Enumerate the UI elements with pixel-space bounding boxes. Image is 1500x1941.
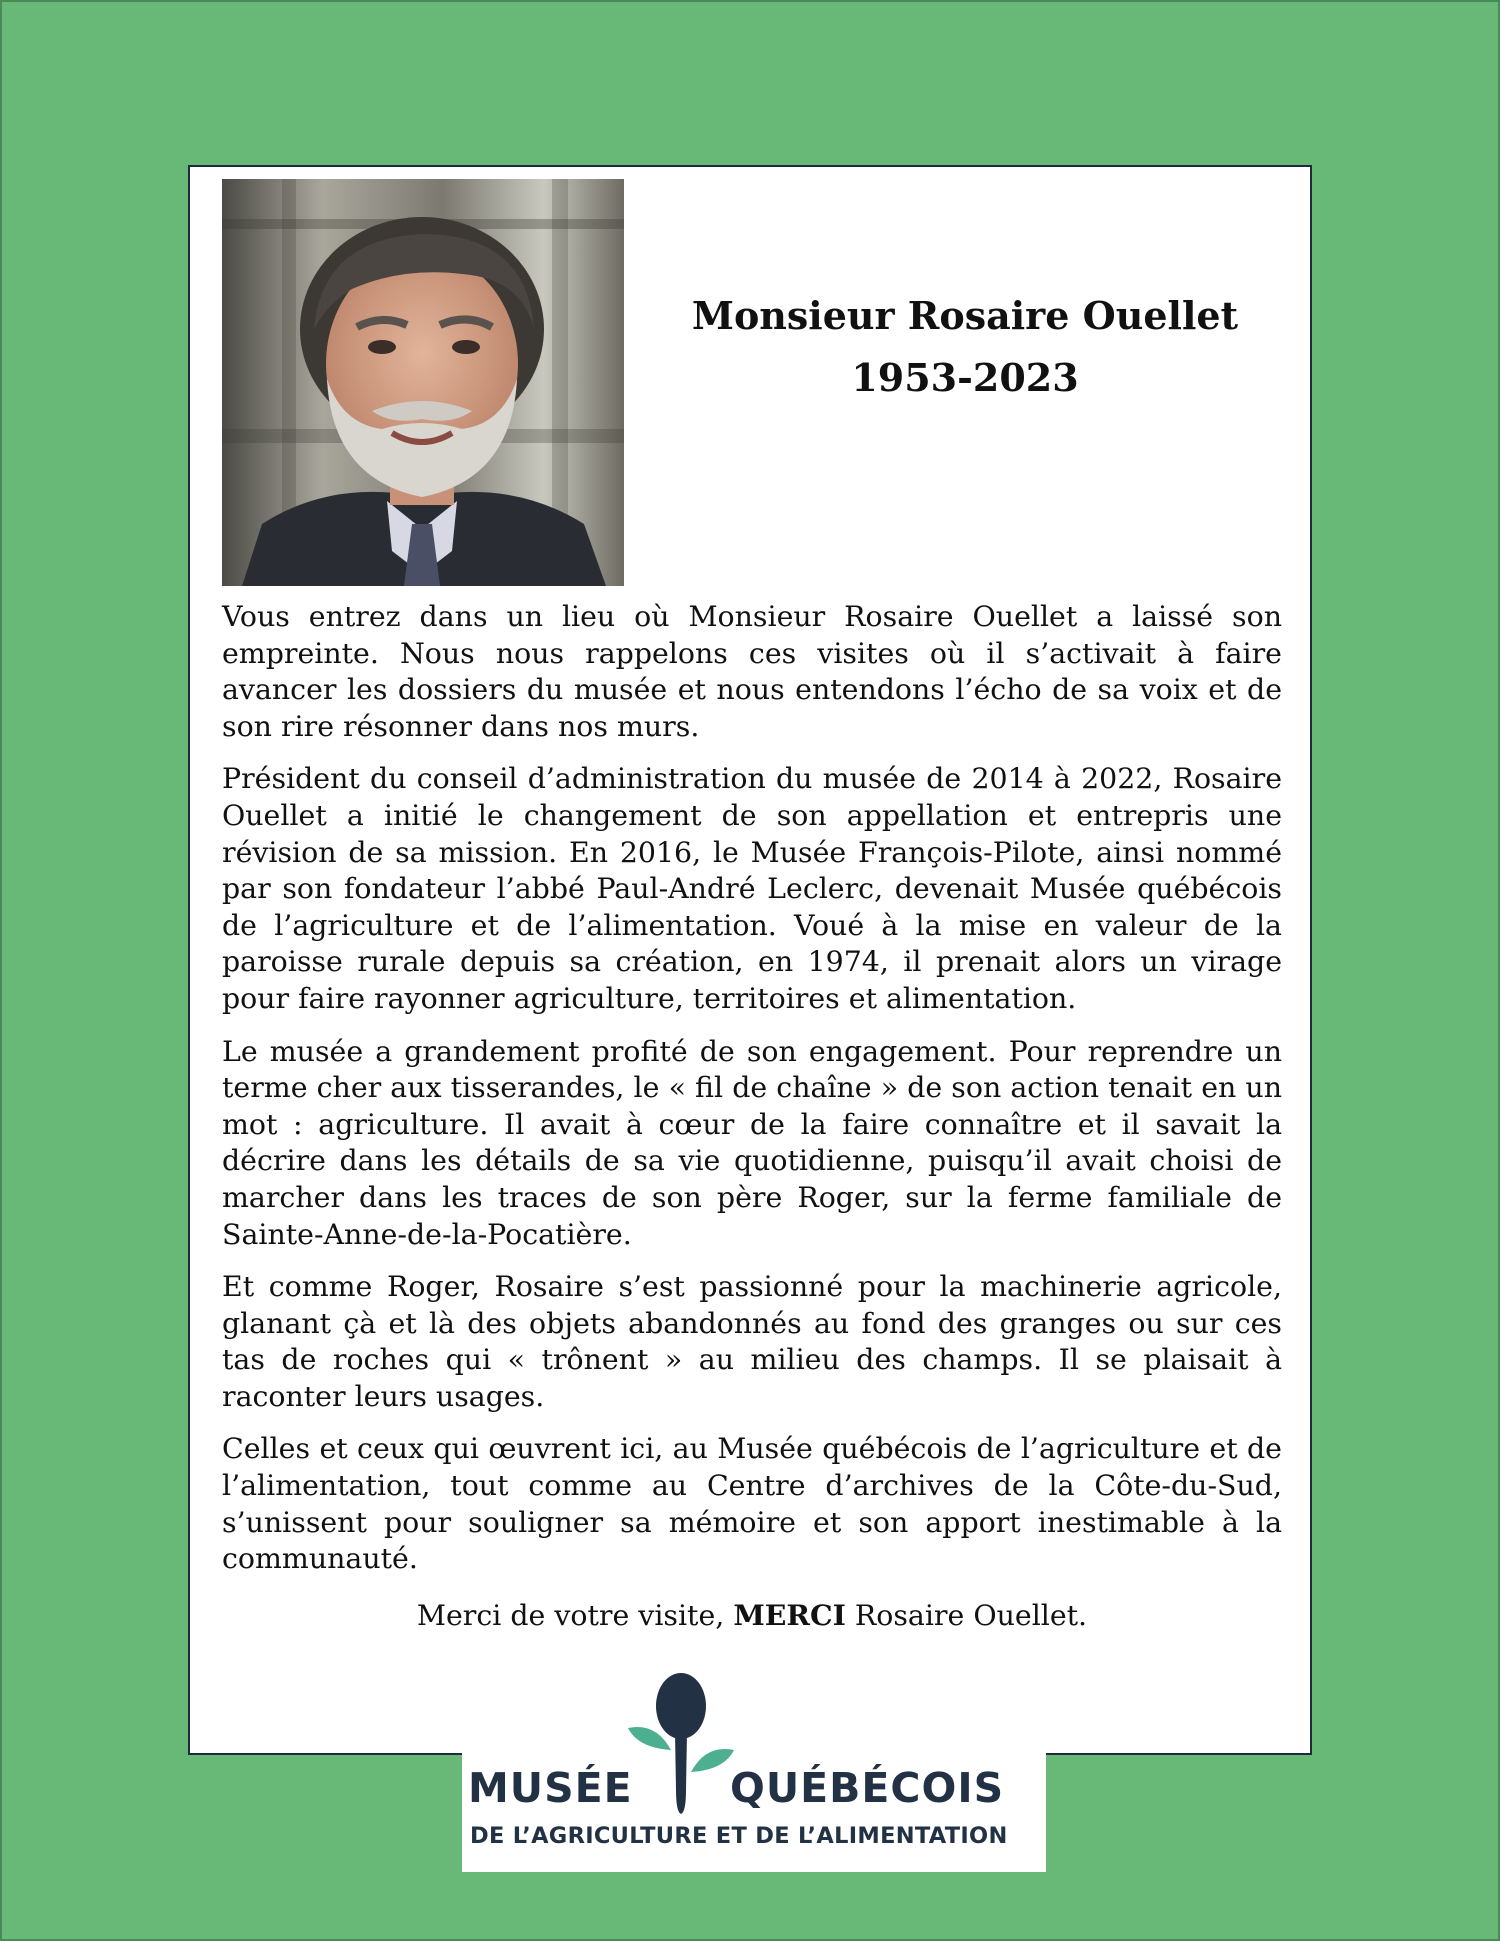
memorial-heading [645,285,1285,409]
logo-subtitle: DE L’AGRICULTURE ET DE L’ALIMENTATION [470,1823,1008,1849]
paragraph-1: Vous entrez dans un lieu où Monsieur Rosaire Ouellet a laissé son empreinte. Nous nous rappelons ces visites où il s’activait à faire avancer les dossiers du musée et nous entendons l’écho de sa voix et de son rire résonner dans nos murs. [222,600,1282,743]
memorial-body [222,599,1282,1594]
closing-text-end: Rosaire Ouellet. [845,1599,1088,1632]
closing-line [222,1597,1282,1634]
paragraph-3: Le musée a grandement profité de son engagement. Pour reprendre un terme cher aux tisserandes, le « fil de chaîne » de son action tenait en un mot : agriculture. Il avait à cœur de la faire connaître et il savait la décrire dans les détails de sa vie quotidienne, puisqu’il avait choisi de marcher dans les traces de son père Roger, sur la ferme familiale de Sainte-Anne-de-la-Pocatière. [222,1034,1282,1251]
paragraph-2: Président du conseil d’administration du musée de 2014 à 2022, Rosaire Ouellet a initié le changement de son appellation et entrepris une révision de sa mission. En 2016, le Musée François-Pilote, ainsi nommé par son fondateur l’abbé Paul-André Leclerc, devenait Musée québécois de l’agriculture et de l’alimentation. Voué à la mise en valeur de la paroisse rurale depuis sa création, en 1974, il prenait alors un virage pour faire rayonner agriculture, territoires et alimentation. [222,762,1282,1015]
closing-emphasis: MERCI [733,1598,846,1632]
logo-word-quebecois: QUÉBÉCOIS [730,1764,1005,1812]
paragraph-5: Celles et ceux qui œuvrent ici, au Musée québécois de l’agriculture et de l’alimentation, tout comme au Centre d’archives de la Côte-du-Sud, s’unissent pour souligner sa mémoire et son apport inestimable à la communauté. [222,1432,1282,1576]
memorial-panel [188,165,1312,1755]
portrait-photo [222,179,624,586]
logo-word-musee: MUSÉE [468,1764,633,1812]
museum-logo [462,1670,1046,1872]
closing-text-start: Merci de votre visite, [416,1599,734,1632]
memorial-years: 1953-2023 [851,355,1079,400]
memorial-name: Monsieur Rosaire Ouellet [691,293,1239,338]
paragraph-4: Et comme Roger, Rosaire s’est passionné pour la machinerie agricole, glanant çà et là des objets abandonnés au fond des granges ou sur ces tas de roches qui « trônent » au milieu des champs. Il se plaisait à raconter leurs usages. [222,1270,1282,1413]
spoon-sprout-icon [626,1672,736,1822]
